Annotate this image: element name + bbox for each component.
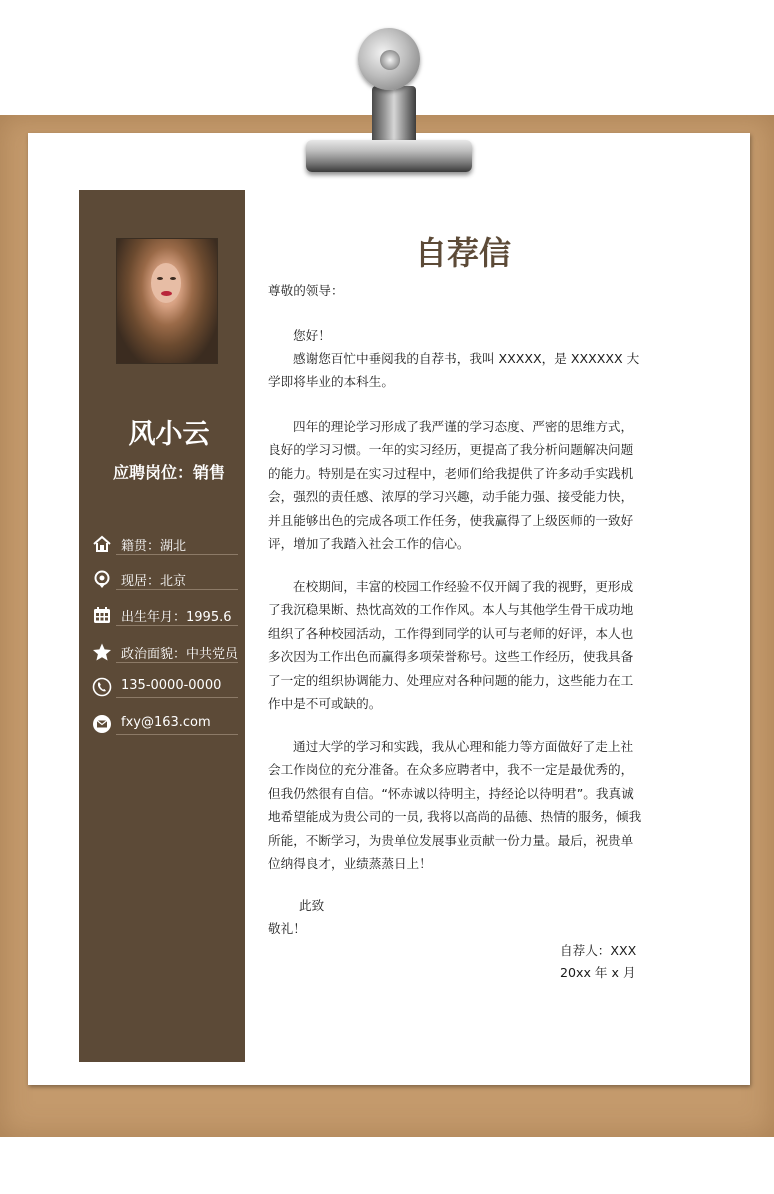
info-phone-text: 135-0000-0000 bbox=[121, 678, 222, 693]
page-bottom-margin bbox=[0, 1137, 774, 1194]
photo-eye-left bbox=[157, 277, 163, 280]
info-hometown-text: 籍贯：湖北 bbox=[121, 539, 187, 554]
profile-photo bbox=[116, 238, 218, 364]
letter-closing-1: 此致 bbox=[299, 898, 325, 913]
letter-greeting: 您好！ bbox=[293, 328, 331, 343]
info-divider bbox=[116, 734, 238, 735]
letter-date: 20xx 年 x 月 bbox=[560, 965, 636, 980]
info-divider bbox=[116, 625, 238, 626]
photo-face bbox=[151, 263, 181, 303]
letter-paragraph-2: 四年的理论学习形成了我严谨的学习态度、严密的思维方式，良好的学习习惯。一年的实习经历，更提高了我分析问题解决问题的能力。特别是在实习过程中，老师们给我提供了许多动手实践机会，强烈的责任感、浓厚的学习兴趣，动手能力强、接受能力快，并且能够出色的完成各项工作任务，使我赢得了上级医师的一致好评，增加了我踏入社会工作的信心。 bbox=[268, 419, 634, 552]
binder-clip-bar bbox=[306, 140, 472, 172]
info-row-residence bbox=[90, 569, 240, 591]
letter-salutation: 尊敬的领导： bbox=[268, 283, 344, 298]
email-icon bbox=[92, 714, 112, 734]
info-row-birth bbox=[90, 605, 240, 627]
info-divider bbox=[116, 589, 238, 590]
info-row-email bbox=[90, 714, 240, 736]
binder-clip-neck bbox=[372, 86, 416, 146]
letter-paragraph-4: 通过大学的学习和实践，我从心理和能力等方面做好了走上社会工作岗位的充分准备。在众多应聘者中，我不一定是最优秀的，但我仍然很有自信。“怀赤诚以待明主，持经论以待明君”。我真诚地希望能成为贵公司的一员, 我将以高尚的品德、热情的服务，倾我所能，不断学习，为贵单位发展事业贡献一份力量。最后，祝贵单位纳得良才，业绩蒸蒸日上！ bbox=[268, 739, 642, 872]
info-politics-text: 政治面貌：中共党员 bbox=[121, 647, 239, 662]
info-divider bbox=[116, 662, 238, 663]
info-birth-text: 出生年月：1995.6 bbox=[121, 610, 232, 625]
info-row-politics bbox=[90, 642, 240, 664]
home-icon bbox=[92, 534, 112, 554]
info-residence-text: 现居：北京 bbox=[121, 574, 187, 589]
candidate-name: 风小云 bbox=[128, 419, 210, 450]
letter-signer: 自荐人：XXX bbox=[560, 943, 637, 958]
letter-closing-2: 敬礼！ bbox=[268, 921, 306, 936]
letter-paragraph-1: 感谢您百忙中垂阅我的自荐书，我叫 XXXXX，是 XXXXXX 大学即将毕业的本科生。 bbox=[268, 351, 640, 390]
info-email-text: fxy@163.com bbox=[121, 715, 211, 730]
applied-position: 应聘岗位：销售 bbox=[112, 463, 225, 482]
photo-lips bbox=[161, 291, 172, 296]
phone-icon bbox=[92, 677, 112, 697]
info-divider bbox=[116, 697, 238, 698]
info-divider bbox=[116, 554, 238, 555]
info-row-phone bbox=[90, 677, 240, 699]
letter-title: 自荐信 bbox=[414, 234, 511, 272]
star-icon bbox=[92, 642, 112, 662]
calendar-icon bbox=[92, 605, 112, 625]
location-pin-icon bbox=[92, 569, 112, 589]
letter-paragraph-3: 在校期间，丰富的校园工作经验不仅开阔了我的视野，更形成了我沉稳果断、热忱高效的工作作风。本人与其他学生骨干成功地组织了各种校园活动，工作得到同学的认可与老师的好评，本人也多次因为工作出色而赢得多项荣誉称号。这些工作经历，使我具备了一定的组织协调能力、处理应对各种问题的能力，这些能力在工作中是不可或缺的。 bbox=[268, 579, 634, 712]
photo-eye-right bbox=[170, 277, 176, 280]
info-row-hometown bbox=[90, 534, 240, 556]
binder-clip-hole bbox=[380, 50, 400, 70]
